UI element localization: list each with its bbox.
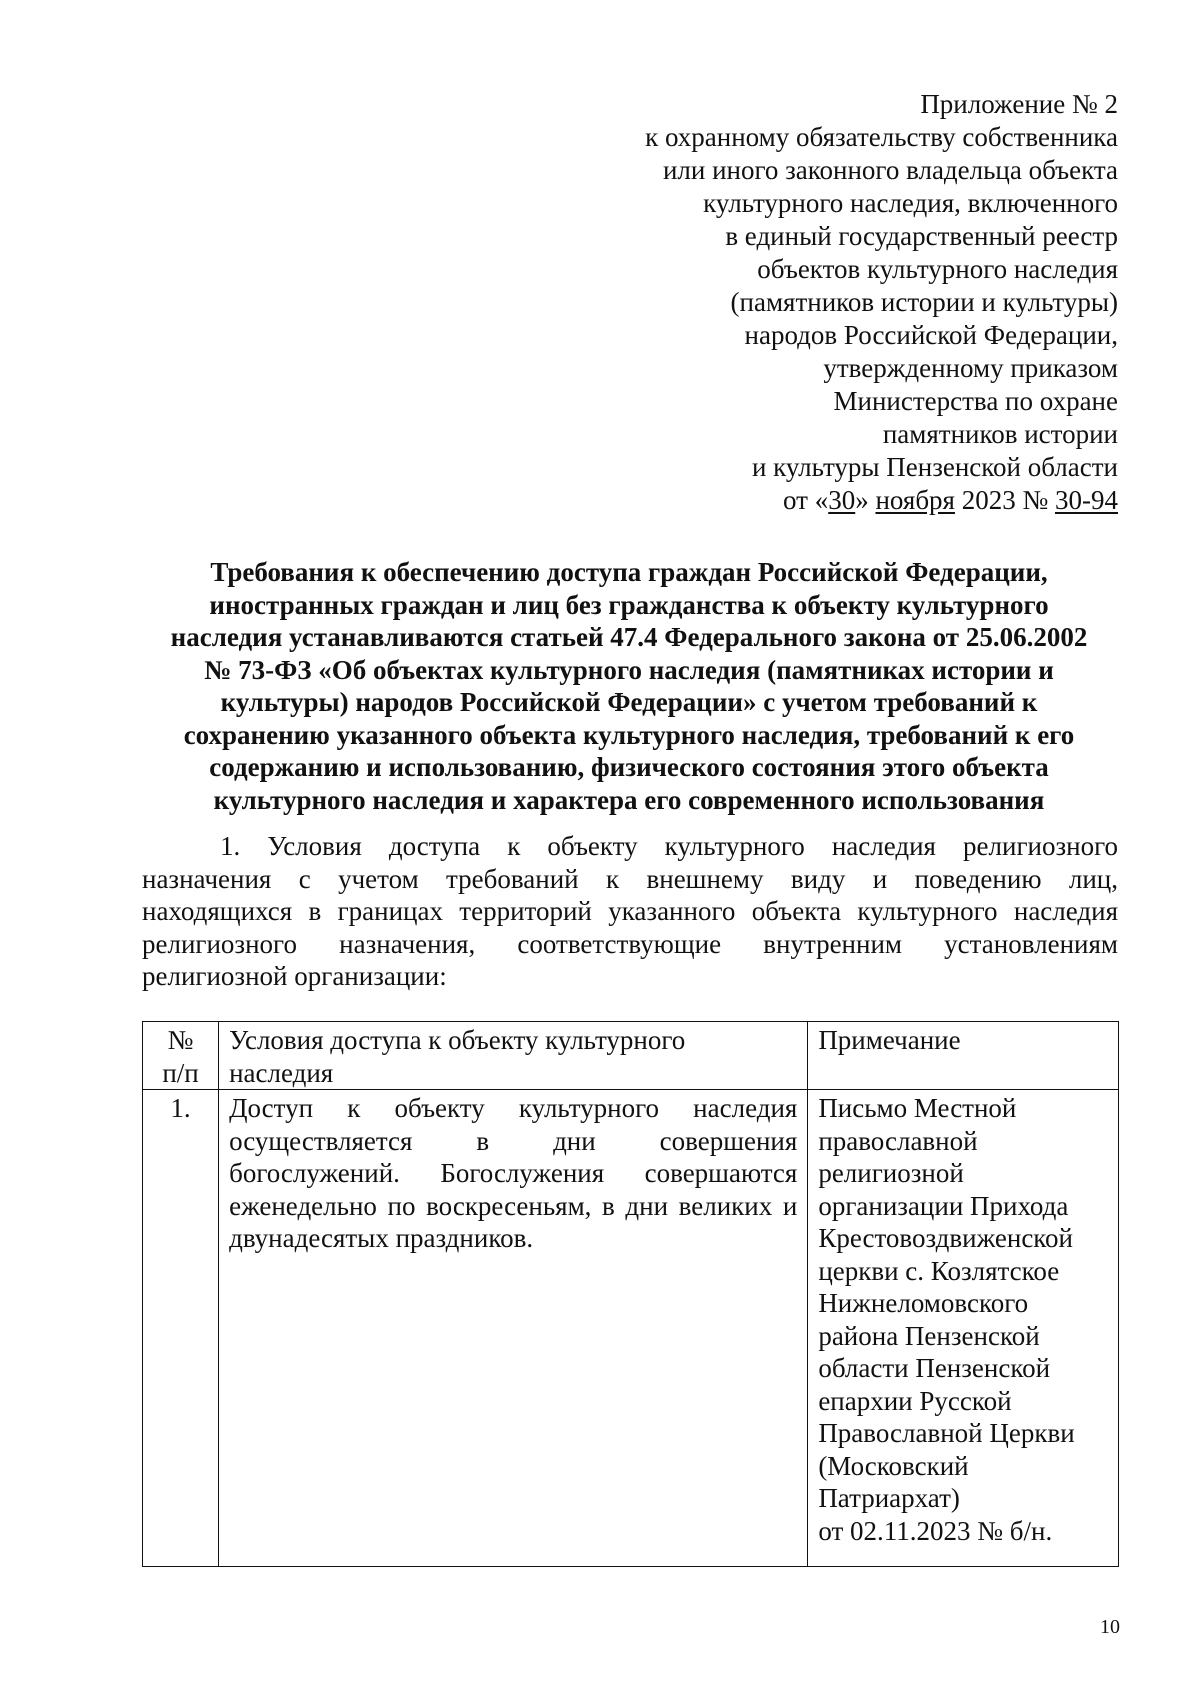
row-conditions-line: еженедельно по воскресеньям, в дни великих и — [229, 1190, 798, 1221]
paragraph-line: религиозной организации: — [142, 961, 447, 992]
appendix-line: народов Российской Федерации, — [744, 320, 1118, 350]
appendix-line: или иного законного владельца объекта — [662, 155, 1118, 185]
order-date-line — [560, 484, 1118, 517]
heading-line: культуры) народов Российской Федерации» с учетом требований к — [220, 687, 1038, 717]
row-note-line: Письмо Местной — [818, 1093, 1017, 1123]
row-conditions — [219, 1090, 808, 1567]
row-note-line: (Московский — [818, 1450, 969, 1481]
heading-line: иностранных граждан и лиц без гражданства к объекту культурного — [209, 589, 1049, 620]
heading-line: Требования к обеспечению доступа граждан Российской Федерации, — [210, 557, 1048, 587]
row-note-line: области Пензенской — [818, 1353, 1051, 1383]
header-conditions-line: наследия — [229, 1057, 334, 1088]
row-note-line: епархии Русской — [818, 1385, 1012, 1416]
row-note-line: Крестовоздвиженской — [818, 1223, 1073, 1253]
paragraph-line: находящихся в границах территорий указанного объекта культурного наследия — [142, 896, 1118, 927]
row-note-line: Православной Церкви — [818, 1418, 1075, 1448]
requirements-heading — [140, 556, 1118, 816]
heading-line: культурного наследия и характера его современного использования — [213, 784, 1045, 815]
appendix-line: в единый государственный реестр — [725, 221, 1118, 251]
access-conditions-table — [142, 1021, 1119, 1567]
row-note — [808, 1090, 1119, 1567]
page-number: 10 — [1100, 1616, 1120, 1638]
order-year: 2023 № — [954, 485, 1055, 515]
row-note-line: района Пензенской — [818, 1320, 1040, 1351]
row-note-line: православной — [818, 1125, 978, 1156]
heading-line: № 73-ФЗ «Об объектах культурного наследия (памятниках истории и — [204, 654, 1054, 685]
header-number-line: п/п — [162, 1057, 199, 1088]
order-month: ноября — [875, 485, 955, 515]
appendix-block — [560, 88, 1118, 517]
appendix-line: (памятников истории и культуры) — [730, 287, 1118, 317]
appendix-line: Приложение № 2 — [920, 89, 1118, 119]
date-quote-close: » — [855, 485, 876, 515]
row-note-line: от 02.11.2023 № б/н. — [818, 1515, 1053, 1546]
paragraph-line: назначения с учетом требований к внешнему виду и поведению лиц, — [142, 863, 1118, 894]
appendix-line: и культуры Пензенской области — [751, 452, 1118, 482]
appendix-line: культурного наследия, включенного — [703, 188, 1118, 218]
row-conditions-line: богослужений. Богослужения совершаются — [229, 1158, 798, 1188]
appendix-line: объектов культурного наследия — [757, 254, 1118, 284]
table-row — [143, 1090, 1119, 1567]
row-note-line: Нижнеломовского — [818, 1288, 1029, 1318]
header-number-line: № — [167, 1025, 194, 1055]
appendix-line: к охранному обязательству собственника — [645, 122, 1118, 152]
appendix-line: памятников истории — [882, 419, 1118, 449]
access-conditions-paragraph — [142, 830, 1118, 993]
row-note-line: организации Прихода — [818, 1190, 1069, 1221]
row-number: 1. — [143, 1090, 219, 1567]
date-prefix: от « — [783, 485, 829, 515]
header-note: Примечание — [808, 1022, 1119, 1090]
header-conditions-line: Условия доступа к объекту культурного — [229, 1025, 686, 1055]
paragraph-line: 1. Условия доступа к объекту культурного наследия религиозного — [220, 831, 1118, 861]
heading-line: наследия устанавливаются статьей 47.4 Федерального закона от 25.06.2002 — [170, 622, 1088, 652]
table-header-row — [143, 1022, 1119, 1090]
row-note-line: религиозной — [818, 1158, 964, 1188]
appendix-line: Министерства по охране — [833, 386, 1118, 416]
row-conditions-line: осуществляется в дни совершения — [229, 1125, 798, 1156]
order-day: 30 — [828, 485, 856, 515]
appendix-line: утвержденному приказом — [823, 353, 1118, 383]
header-conditions — [219, 1022, 808, 1090]
row-conditions-line: двунадесятых праздников. — [229, 1223, 534, 1253]
row-note-line: Патриархат) — [818, 1483, 960, 1513]
heading-line: содержанию и использованию, физического состояния этого объекта — [209, 752, 1049, 782]
paragraph-line: религиозного назначения, соответствующие внутренним установлениям — [142, 928, 1118, 959]
order-number: 30-94 — [1055, 485, 1118, 515]
row-note-line: церкви с. Козлятское — [818, 1255, 1060, 1286]
heading-line: сохранению указанного объекта культурного наследия, требований к его — [183, 719, 1075, 750]
row-conditions-line: Доступ к объекту культурного наследия — [229, 1093, 798, 1123]
header-number — [143, 1022, 219, 1090]
